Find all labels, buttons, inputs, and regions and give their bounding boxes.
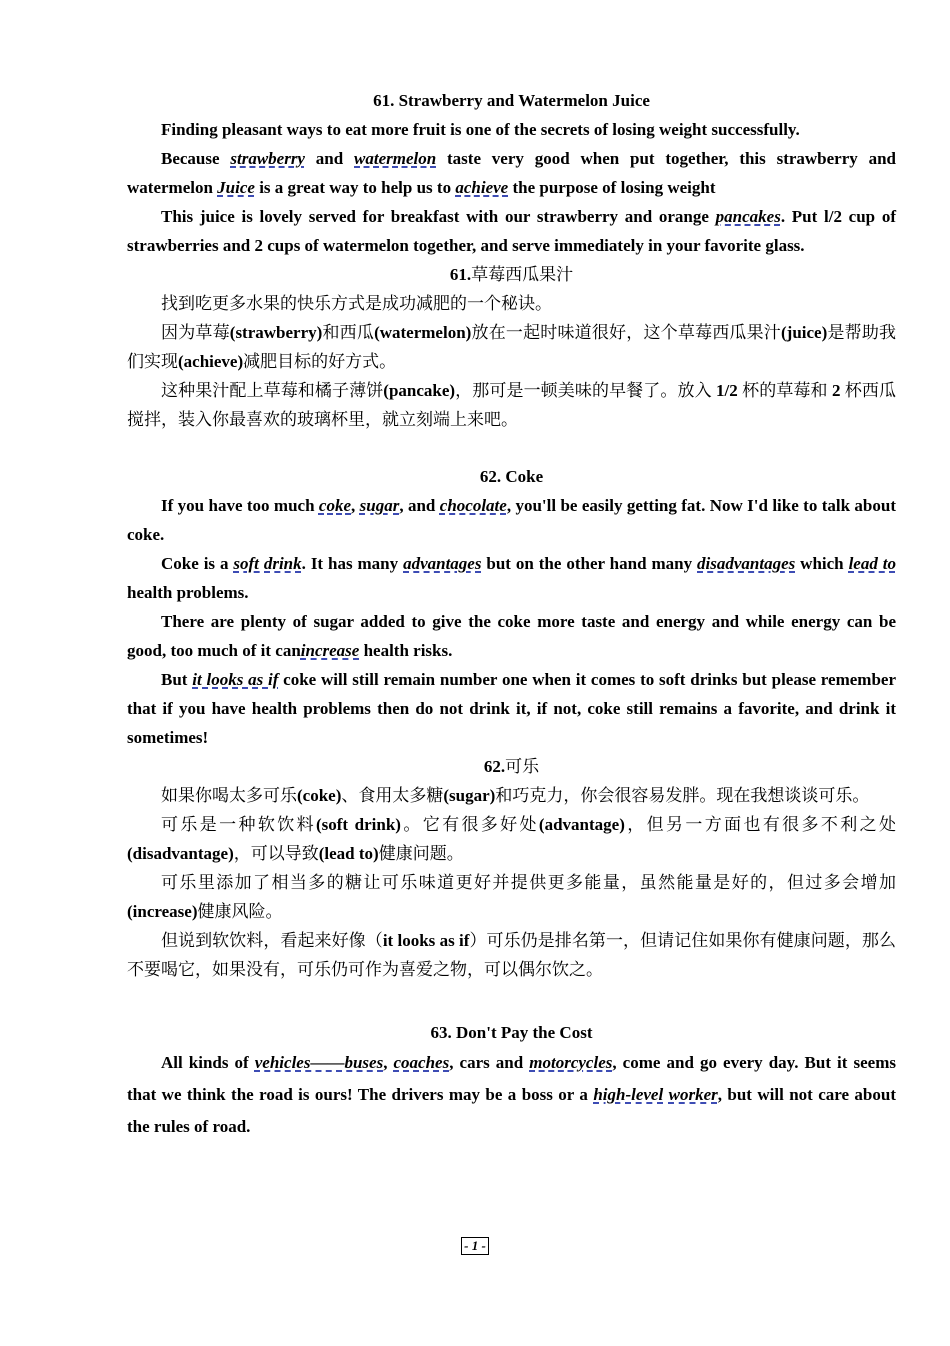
s62-c2: 可乐是一种软饮料(soft drink)。它有很多好处(advantage)，但另一方面也有很多不利之处(disadvantage)，可以导致(lead to)健康问题。: [127, 815, 897, 863]
s61-p3: This juice is lovely served for breakfast with our strawberry and orange pancakes. Put l/2 cup of strawberries and 2 cups of watermelon together, and serve immediately in your favorite glass.: [127, 207, 896, 255]
s62-c1: 如果你喝太多可乐(coke)、食用太多糖(sugar)和巧克力，你会很容易发胖。现在我想谈谈可乐。: [161, 786, 870, 805]
section-63-title: 63. Don't Pay the Cost: [430, 1023, 593, 1042]
s63-p1: All kinds of vehicles——buses, coaches, cars and motorcycles, come and go every day. But it seems that we think the road is ours! The drivers may be a boss or a high-level worker, but will not care about the rules of road.: [127, 1053, 896, 1136]
s62-p4: But it looks as if coke will still remain number one when it comes to soft drinks but please remember that if you have health problems then do not drink it, if not, coke still remains a favorite, and drink it sometimes!: [127, 670, 896, 747]
s61-cn-title-text: 草莓西瓜果汁: [471, 265, 574, 284]
s61-cn-num: 61.: [449, 265, 472, 284]
vocab-word: Juice: [217, 178, 255, 197]
s62-p2: Coke is a soft drink. It has many advantages but on the other hand many disadvantages which lead to health problems.: [127, 554, 896, 602]
s61-c3: 这种果汁配上草莓和橘子薄饼(pancake)，那可是一顿美味的早餐了。放入 1/2 杯的草莓和 2 杯西瓜搅拌，装入你最喜欢的玻璃杯里，就立刻端上来吧。: [127, 381, 897, 429]
vocab-word: chocolate: [439, 496, 507, 515]
bold-term: (juice): [781, 323, 828, 342]
page-number: [0, 1237, 950, 1255]
vocab-word: soft drink: [233, 554, 302, 573]
bold-term: (lead to): [318, 844, 379, 863]
bold-term: 1/2: [716, 381, 738, 400]
document-page: [127, 86, 896, 1143]
vocab-word: it looks as if: [192, 670, 279, 689]
bold-term: (watermelon): [374, 323, 472, 342]
bold-term: (pancake): [383, 381, 456, 400]
bold-term: (soft drink): [315, 815, 401, 834]
s61-c2: 因为草莓(strawberry)和西瓜(watermelon)放在一起时味道很好，这个草莓西瓜果汁(juice)是帮助我们实现(achieve)减肥目标的好方式。: [127, 323, 897, 371]
s62-p1: If you have too much coke, sugar, and chocolate, you'll be easily getting fat. Now I'd like to talk about coke.: [127, 496, 896, 544]
s62-cn-num: 62.: [483, 757, 506, 776]
bold-term: (increase): [127, 902, 198, 921]
bold-term: it looks as if: [382, 931, 470, 950]
vocab-word: sugar: [359, 496, 400, 515]
vocab-word: increase: [300, 641, 360, 660]
bold-term: (coke): [297, 786, 342, 805]
section-gap: [127, 984, 896, 1018]
section-gap: [127, 434, 896, 462]
vocab-word: motorcycles: [529, 1053, 613, 1072]
section-62-cn-title: [127, 752, 896, 781]
s62-c4: 但说到软饮料，看起来好像（it looks as if）可乐仍是排名第一，但请记住如果你有健康问题，那么不要喝它，如果没有，可乐仍可作为喜爱之物，可以偶尔饮之。: [127, 931, 896, 979]
vocab-word: high-level: [593, 1085, 664, 1104]
page-number-label: - 1 -: [461, 1237, 489, 1255]
s62-c3: 可乐里添加了相当多的糖让可乐味道更好并提供更多能量，虽然能量是好的，但过多会增加(increase)健康风险。: [127, 873, 896, 921]
vocab-word: vehicles——buses: [254, 1053, 384, 1072]
s62-p3: There are plenty of sugar added to give the coke more taste and energy and while energy can be good, too much of it canincrease health risks.: [127, 612, 896, 660]
section-61-cn-title: [127, 260, 896, 289]
vocab-word: advantages: [403, 554, 482, 573]
bold-term: (strawberry): [229, 323, 323, 342]
s61-p2: Because strawberry and watermelon taste very good when put together, this strawberry and watermelon Juice is a great way to help us to achieve the purpose of losing weight: [127, 149, 896, 197]
vocab-word: coke: [318, 496, 352, 515]
vocab-word: pancakes: [715, 207, 781, 226]
vocab-word: strawberry: [230, 149, 305, 168]
bold-term: (achieve): [178, 352, 244, 371]
vocab-word: achieve: [455, 178, 509, 197]
s62-cn-title-text: 可乐: [505, 757, 540, 776]
vocab-word: coaches: [393, 1053, 450, 1072]
s61-c1: 找到吃更多水果的快乐方式是成功减肥的一个秘诀。: [161, 294, 552, 313]
vocab-word: disadvantages: [697, 554, 796, 573]
vocab-word: watermelon: [354, 149, 437, 168]
vocab-word: worker: [668, 1085, 718, 1104]
bold-term: (advantage): [538, 815, 625, 834]
vocab-word: lead to: [848, 554, 896, 573]
section-61-title: 61. Strawberry and Watermelon Juice: [373, 91, 650, 110]
bold-term: 2: [831, 381, 841, 400]
s61-p1: Finding pleasant ways to eat more fruit is one of the secrets of losing weight successfully.: [161, 120, 800, 139]
bold-term: (sugar): [443, 786, 496, 805]
bold-term: (disadvantage): [127, 844, 234, 863]
section-62-title: 62. Coke: [479, 467, 544, 486]
